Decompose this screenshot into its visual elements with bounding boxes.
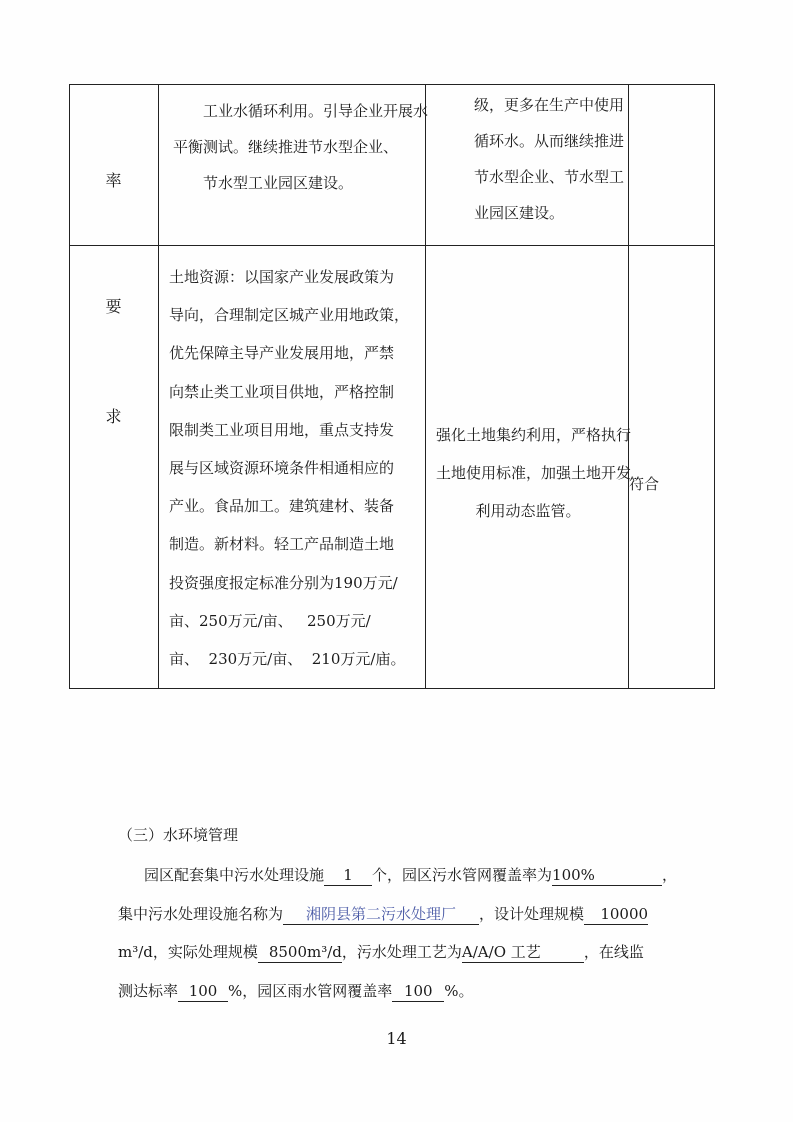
implementation-line: 业园区建设。	[474, 204, 565, 222]
design-capacity-field: 10000	[584, 904, 648, 925]
text-fragment: m³/d，实际处理规模	[118, 943, 258, 961]
implementation-line: 土地使用标准，加强土地开发	[436, 464, 632, 482]
actual-capacity-field: 8500m³/d	[258, 942, 342, 963]
requirement-line: 产业。食品加工。建筑建材、装备	[169, 497, 395, 516]
implementation-cell	[426, 85, 629, 246]
requirement-line: 导向，合理制定区城产业用地政策，	[169, 306, 410, 325]
requirement-line: 工业水循环利用。引导企业开展水	[203, 102, 429, 120]
text-fragment: 集中污水处理设施名称为	[118, 904, 284, 923]
implementation-line: 级，更多在生产中使用	[474, 96, 625, 114]
coverage-rate-field: 100%	[552, 865, 662, 886]
section-heading: （三）水环境管理	[118, 826, 239, 844]
page-number: 14	[386, 1029, 407, 1048]
category-label-char: 求	[105, 407, 122, 426]
text-fragment: ，	[662, 866, 678, 884]
implementation-line: 节水型企业、节水型工	[474, 168, 625, 186]
online-rate-field: 100	[178, 981, 228, 1002]
requirement-line: 亩、 230万元/亩、 210万元/庙。	[169, 650, 406, 669]
conclusion-text: 符合	[629, 475, 660, 493]
requirement-cell	[159, 85, 429, 246]
rain-rate-field: 100	[392, 981, 444, 1002]
implementation-line: 循环水。从而继续推进	[474, 132, 625, 150]
implementation-cell	[426, 246, 632, 689]
conclusion-cell	[629, 246, 715, 689]
implementation-line: 利用动态监管。	[475, 502, 581, 520]
text-fragment: 园区配套集中污水处理设施	[144, 866, 325, 884]
requirement-line: 制造。新材料。轻工产品制造土地	[169, 535, 395, 554]
requirement-line: 亩、250万元/亩、 250万元/	[169, 611, 371, 630]
text-fragment: 测达标率	[118, 981, 179, 1000]
implementation-line: 强化土地集约利用，严格执行	[436, 426, 632, 444]
text-fragment: %。	[444, 981, 474, 1000]
category-label-char: 要	[105, 297, 122, 316]
requirement-line: 节水型工业园区建设。	[203, 174, 354, 192]
text-fragment: ，在线监	[583, 943, 644, 961]
requirement-line: 向禁止类工业项目供地，严格控制	[169, 382, 395, 401]
text-fragment: ，设计处理规模	[479, 904, 585, 923]
facility-count-field: 1	[324, 865, 372, 886]
category-cell	[70, 85, 159, 246]
process-field: A/A/O 工艺	[462, 942, 584, 963]
table-row	[70, 85, 715, 246]
requirement-line: 优先保障主导产业发展用地，严禁	[169, 344, 395, 363]
table-row	[70, 246, 715, 689]
text-fragment: ，污水处理工艺为	[341, 943, 462, 961]
requirement-cell	[159, 246, 426, 689]
requirement-line: 展与区域资源环境条件相通相应的	[169, 459, 395, 478]
text-fragment: %，园区雨水管网覆盖率	[228, 981, 393, 1000]
category-label-char: 率	[105, 171, 122, 190]
requirements-table	[69, 84, 715, 689]
requirement-line: 平衡测试。继续推进节水型企业、	[173, 138, 399, 156]
section-paragraph	[118, 856, 678, 1010]
requirement-line: 投资强度报定标准分别为190万元/	[169, 573, 398, 592]
text-fragment: 个，园区污水管网覆盖率为	[372, 866, 553, 884]
plant-name-field: 湘阴县第二污水处理厂	[283, 904, 479, 925]
requirement-line: 土地资源：以国家产业发展政策为	[169, 268, 395, 286]
conclusion-cell	[629, 85, 715, 246]
requirement-line: 限制类工业项目用地，重点支持发	[169, 420, 395, 439]
